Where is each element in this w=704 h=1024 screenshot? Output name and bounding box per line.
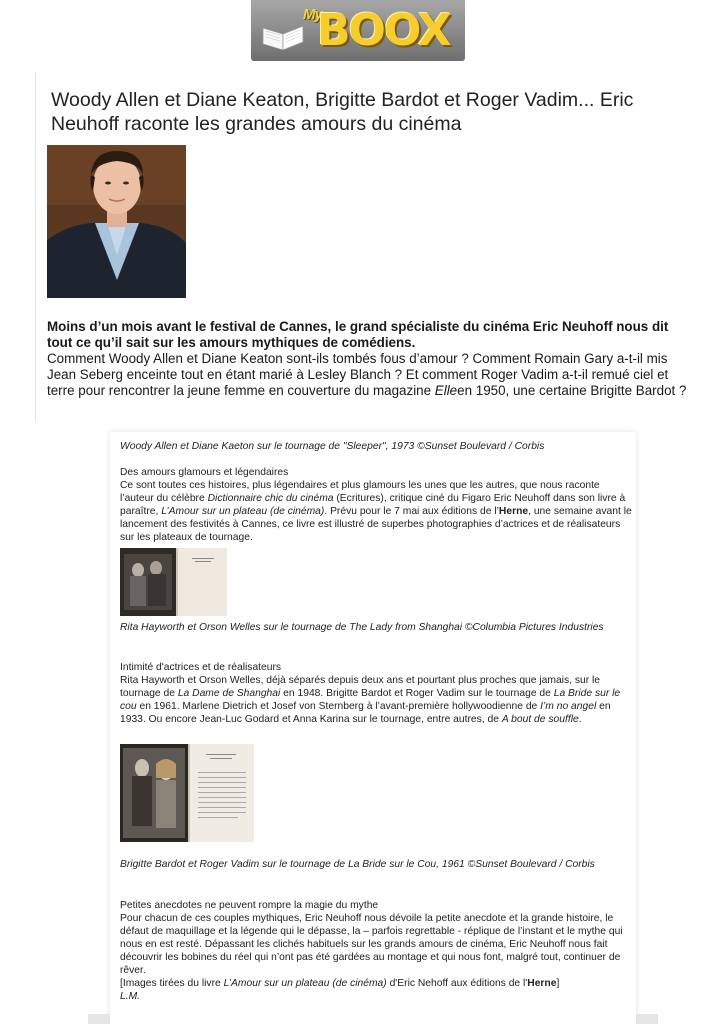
section-paragraph xyxy=(120,899,632,1003)
body-text: (Ecritures), critique ciné du Figaro Eric Neuhoff dans son livre à paraître, xyxy=(120,493,626,517)
author-portrait-photo xyxy=(47,145,186,298)
myboox-logo[interactable] xyxy=(251,0,465,61)
body-text: Pour chacun de ces couples mythiques, Eric Neuhoff nous dévoile la petite anecdote et la grande histoire, le défaut de maquillage et la légende qui le dépasse, la – parfois regrettable - réplique de l’instant et le mythe qui nous en est resté. Dépassant les clichés habituels sur les grands amours de cinéma, Eric Neuhoff nous fait découvrir les bobines du réel qui n’ont pas été gardées au montage et qui nous font, malgré tout, continuer de rêver. xyxy=(120,913,623,976)
panel-edge xyxy=(636,1014,658,1024)
body-text: en 1933. Ou encore Jean-Luc Godard et Anna Karina sur le tournage, entre autres, de xyxy=(120,701,611,725)
credit-text: [Images tirées du livre xyxy=(120,978,224,989)
lede-text: Comment Woody Allen et Diane Keaton sont-ils tombés fous d’amour ? Comment Romain Gary a-t-il mis Jean Seberg enceinte tout en étant marié à Lesley Blanch ? Et comment Roger Vadim a-t-il remué ciel et terre pour rencontrer la jeune femme en couverture du magazine xyxy=(47,351,669,398)
book-title-italic: L’Amour sur un plateau (de cinéma) xyxy=(161,506,325,517)
section-heading: Petites anecdotes ne peuvent rompre la magie du mythe xyxy=(120,900,379,911)
publisher-bold: Herne xyxy=(498,506,529,517)
photo-caption: Brigitte Bardot et Roger Vadim sur le tournage de La Bride sur le Cou, 1961 ©Sunset Boulevard / Corbis xyxy=(120,859,595,870)
body-text: . xyxy=(578,714,582,725)
body-text: Ce sont toutes ces histoires, plus légendaires et plus glamours les unes que les autres, que nous raconte l’auteur du célèbre xyxy=(120,480,600,504)
film-title-italic: La Bride sur le cou xyxy=(120,688,621,712)
body-text: en 1961. Marlene Dietrich et Josef von Sternberg à l’avant-première hollywoodienne de xyxy=(136,701,541,712)
article-title: Woody Allen et Diane Keaton, Brigitte Bardot et Roger Vadim... Eric Neuhoff raconte les grandes amours du cinéma xyxy=(51,89,634,135)
film-title-italic: I’m no angel xyxy=(540,701,597,712)
body-text: , une semaine avant le lancement des festivités à Cannes, ce livre est illustré de superbes photographies d’actrices et de réalisateurs sur les plateaux de tournage. xyxy=(120,506,632,543)
publisher-bold: Herne xyxy=(527,978,557,989)
book-spread-photo xyxy=(120,548,227,616)
logo-boox-text: BOOX xyxy=(317,5,450,56)
credit-text: d'Eric Nehoff aux éditions de l' xyxy=(386,978,528,989)
open-book-icon xyxy=(259,18,309,52)
photo-caption: Rita Hayworth et Orson Welles sur le tournage de The Lady from Shanghai ©Columbia Pictures Industries xyxy=(120,622,604,633)
book-title-italic: L’Amour sur un plateau (de cinéma) xyxy=(223,978,387,989)
body-text: . Prévu pour le 7 mai aux éditions de l’ xyxy=(324,506,499,517)
lede-text-end: en 1950, une certaine Brigitte Bardot ? xyxy=(457,383,687,398)
article-lede xyxy=(47,319,687,399)
left-divider xyxy=(35,72,36,422)
credit-text: ] xyxy=(556,978,560,989)
section-paragraph xyxy=(120,661,632,726)
section-heading: Intimité d'actrices et de réalisateurs xyxy=(120,662,282,673)
section-paragraph xyxy=(120,466,632,544)
book-spread-photo xyxy=(120,744,254,842)
film-title-italic: A bout de souffle xyxy=(501,714,579,725)
logo-my-text: My xyxy=(303,6,322,23)
photo-caption: Woody Allen et Diane Kaeton sur le tournage de "Sleeper", 1973 ©Sunset Boulevard / Corbis xyxy=(120,441,545,452)
body-text: en 1948. Brigitte Bardot et Roger Vadim sur le tournage de xyxy=(280,688,554,699)
body-text: Rita Hayworth et Orson Welles, déjà séparés depuis deux ans et pourtant plus proches que jamais, sur le tournage de xyxy=(120,675,601,699)
author-signature: L.M. xyxy=(120,991,141,1002)
section-heading: Des amours glamours et légendaires xyxy=(120,467,289,478)
film-title-italic: La Dame de Shanghai xyxy=(177,688,281,699)
panel-edge xyxy=(88,1014,110,1024)
lede-bold-text: Moins d’un mois avant le festival de Cannes, le grand spécialiste du cinéma Eric Neuhoff nous dit tout ce qu’il sait sur les amours mythiques de comédiens. xyxy=(47,319,669,350)
lede-italic-magazine: Elle xyxy=(434,383,458,398)
book-title-italic: Dictionnaire chic du cinéma xyxy=(207,493,334,504)
